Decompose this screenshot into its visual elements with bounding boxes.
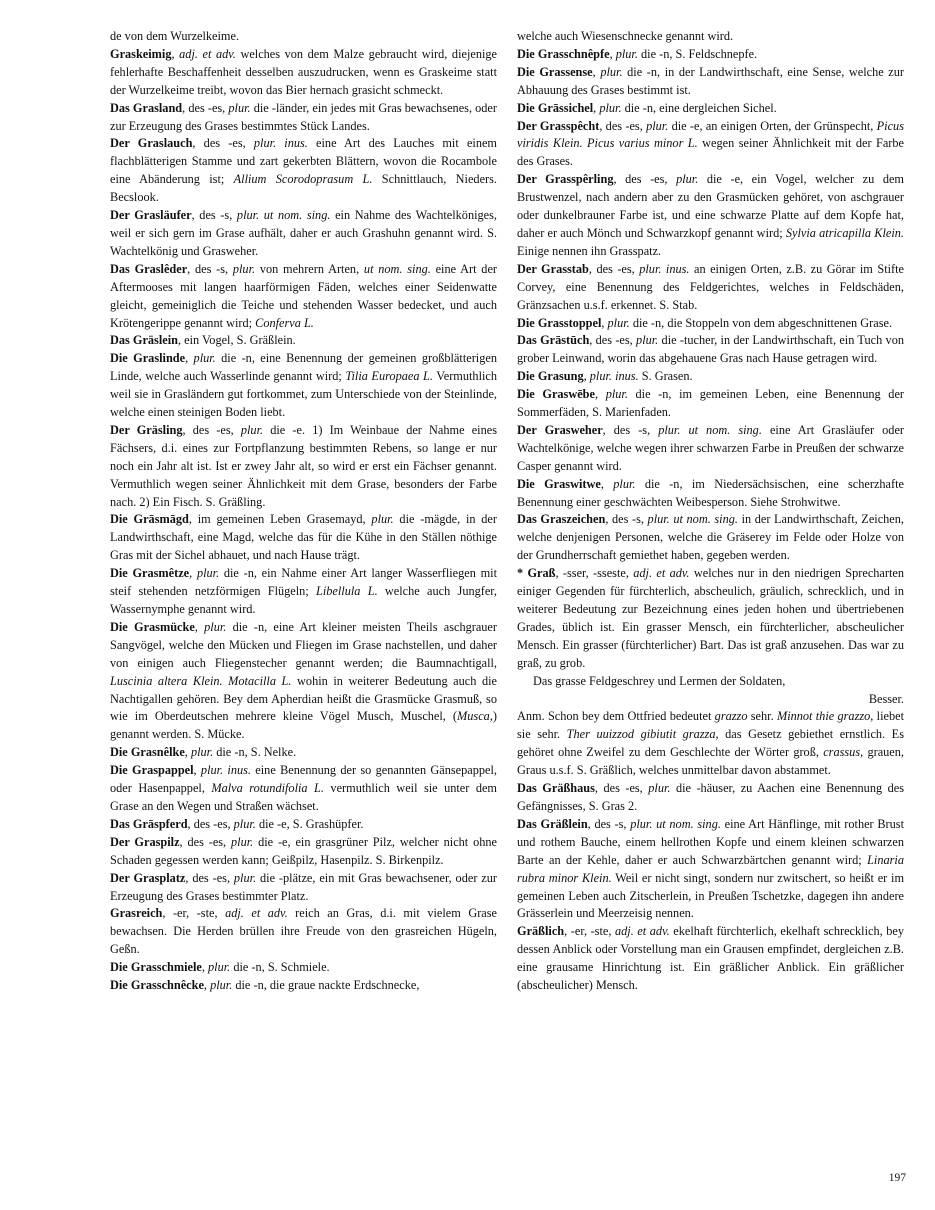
entry-text: Besser. bbox=[868, 691, 904, 706]
headword: Der Gräsling bbox=[110, 422, 183, 437]
dictionary-entry bbox=[110, 977, 497, 995]
entry-text: von mehrern Arten, bbox=[255, 261, 364, 276]
italic-term: plur. bbox=[233, 816, 256, 831]
dictionary-entry bbox=[517, 28, 904, 46]
dictionary-entry bbox=[110, 744, 497, 762]
dictionary-entry bbox=[110, 261, 497, 333]
headword: Die Grasnêlke bbox=[110, 745, 185, 760]
entry-text: , bbox=[593, 100, 600, 115]
dictionary-entry bbox=[110, 511, 497, 565]
italic-term: plur. bbox=[210, 978, 233, 993]
entry-text: die -n, S. Feldschnepfe. bbox=[637, 46, 758, 61]
italic-term: plur. ut nom. sing. bbox=[658, 422, 762, 437]
headword: Die Grāsmāgd bbox=[110, 512, 189, 527]
headword: Die Grasschnêcke bbox=[110, 978, 204, 993]
headword: Der Graspilz bbox=[110, 834, 180, 849]
headword: Das Graszeichen bbox=[517, 512, 606, 527]
entry-text: ) genannt werden. S. Mücke. bbox=[110, 709, 497, 742]
italic-term: plur. bbox=[232, 261, 256, 276]
italic-term: adj. et adv. bbox=[614, 924, 670, 939]
headword: Grasreich bbox=[110, 906, 163, 921]
dictionary-entry bbox=[517, 565, 904, 672]
entry-text: , ein Vogel, S. Gräßlein. bbox=[177, 333, 296, 348]
dictionary-entry bbox=[517, 422, 904, 476]
italic-term: plur. bbox=[240, 422, 264, 437]
dictionary-entry bbox=[110, 46, 497, 100]
dictionary-entry bbox=[110, 135, 497, 207]
entry-text: reich an Gras, d.i. mit vielem Grase bewachsen. Die Herden brüllen ihre Freude von den grasreichen Hügeln, Geßn. bbox=[110, 906, 497, 957]
entry-text: S. Grasen. bbox=[638, 369, 693, 384]
italic-term: Sylvia atricapilla Klein. bbox=[785, 225, 904, 240]
dictionary-entry bbox=[517, 261, 904, 315]
entry-text: die -plätze, ein mit Gras bewachsener, oder zur Erzeugung des Grases bestimmter Platz. bbox=[110, 870, 497, 903]
dictionary-entry bbox=[517, 118, 904, 172]
italic-term: plur. inus. bbox=[200, 763, 251, 778]
headword: Der Grasplatz bbox=[110, 870, 186, 885]
left-column bbox=[110, 28, 497, 995]
entry-text: , bbox=[201, 960, 209, 975]
entry-text: , des -es, bbox=[179, 834, 231, 849]
headword: Die Graswitwe bbox=[517, 476, 601, 491]
dictionary-entry bbox=[110, 332, 497, 350]
entry-text: die -länder, ein jedes mit Gras bewachsenes, oder zur Erzeugung des Grases bestimmtes Stück Landes. bbox=[110, 100, 497, 133]
headword: Das Gräßlein bbox=[517, 816, 588, 831]
entry-text: ein Nahme des Wachtelköniges, weil er sich gern im Grase aufhält, daher er auch Grashuhn genannt wird. S. Wachtelkönig und Grasweher. bbox=[110, 208, 497, 258]
page-number: 197 bbox=[888, 1172, 906, 1184]
italic-term: plur. inus. bbox=[589, 369, 639, 384]
dictionary-entry bbox=[110, 28, 497, 46]
headword: Die Grasmêtze bbox=[110, 566, 190, 581]
italic-term: plur. bbox=[676, 172, 699, 187]
italic-term: ut nom. sing. bbox=[363, 261, 431, 276]
entry-text: Das grasse Feldgeschrey und Lermen der Soldaten, bbox=[533, 673, 786, 688]
dictionary-entry bbox=[110, 565, 497, 619]
headword: Die Graspappel bbox=[110, 763, 194, 778]
entry-text: die -n, eine Benennung der gemeinen großblätterigen Linde, welche auch Wasserlinde genannt wird; bbox=[110, 351, 497, 384]
headword: Der Grasspêrling bbox=[517, 172, 614, 187]
entry-text: , bbox=[193, 763, 201, 778]
entry-text: die -n, ein Nahme einer Art langer Wasserfliegen mit steif stehenden netzförmigen Flügeln; bbox=[110, 566, 497, 599]
entry-text: , im gemeinen Leben Grasemayd, bbox=[188, 512, 372, 527]
entry-text: , bbox=[185, 351, 194, 366]
entry-text: , des -es, bbox=[185, 870, 234, 885]
italic-term: plur. bbox=[607, 315, 630, 330]
right-column bbox=[517, 28, 904, 995]
entry-text: die -n, eine Art kleiner meisten Theils aschgrauer Sangvögel, welche den Mücken und Fliegen im Grase nachstellen, und daher von einigen auch Fliegenstecher genannt werden; die Baumnachtigall, bbox=[110, 619, 497, 670]
italic-term: plur. inus. bbox=[253, 136, 308, 151]
headword: Das Grasland bbox=[110, 100, 183, 115]
headword: Der Graslauch bbox=[110, 136, 193, 151]
headword: Das Gräßhaus bbox=[517, 781, 595, 796]
entry-text: welche auch Wiesenschnecke genannt wird. bbox=[517, 29, 734, 43]
italic-term: Conferva L. bbox=[255, 315, 314, 330]
dictionary-entry bbox=[110, 207, 497, 261]
italic-term: plur. bbox=[228, 100, 251, 115]
italic-term: plur. bbox=[605, 387, 628, 402]
italic-term: adj. et adv. bbox=[179, 46, 236, 61]
entry-text: , des -es, bbox=[588, 261, 640, 276]
italic-term: Picus viridis Klein. Picus varius minor L. bbox=[517, 118, 904, 151]
italic-term: crassus, bbox=[823, 745, 864, 760]
italic-term: Luscinia altera Klein. Motacilla L. bbox=[110, 673, 292, 688]
entry-text: , des -s, bbox=[191, 208, 237, 223]
dictionary-entry bbox=[517, 315, 904, 333]
headword: Graskeimig bbox=[110, 46, 172, 61]
entry-text: , des -s, bbox=[605, 512, 648, 527]
quotation-source bbox=[517, 691, 904, 709]
headword: Der Grasweher bbox=[517, 422, 603, 437]
italic-term: plur. bbox=[648, 781, 671, 796]
italic-term: adj. et adv. bbox=[225, 906, 288, 921]
entry-text: Vermuthlich weil sie in Grasländern gut fortkommet, zum Unterschiede von der Steinlinde, welche einen steinigen Boden liebt. bbox=[110, 369, 498, 420]
dictionary-entry bbox=[110, 350, 497, 422]
entry-text: , bbox=[594, 387, 606, 402]
entry-text: , bbox=[601, 315, 608, 330]
entry-text: , des -s, bbox=[187, 261, 233, 276]
headword: Die Grasschmiele bbox=[110, 960, 202, 975]
italic-term: plur. bbox=[599, 100, 622, 115]
entry-text: , bbox=[583, 369, 590, 384]
italic-term: Libellula L. bbox=[316, 584, 378, 599]
entry-text: , bbox=[184, 745, 191, 760]
entry-text: , -sser, -sseste, bbox=[555, 566, 634, 581]
entry-text: vermuthlich weil sie unter dem Grase an den Wegen und Straßen wächset. bbox=[110, 781, 497, 813]
dictionary-entry bbox=[110, 762, 497, 816]
entry-text: eine Art Grasläufer oder Wachtelkönige, welche wegen ihrer schwarzen Farbe in Preußen der schwarze Casper genannt wird. bbox=[517, 422, 904, 473]
entry-text: , -er, -ste, bbox=[564, 924, 615, 939]
italic-term: Minnot thie grazzo, bbox=[776, 709, 874, 724]
entry-text: die -n, im Niedersächsischen, eine scherzhafte Benennung einer geschwächten Weibesperson. Siehe Strohwitwe. bbox=[517, 476, 904, 509]
entry-text: welches nur in den niedrigen Sprecharten einiger Gegenden für fürchterlich, abscheulich, gräulich, schrecklich, und in weiterer Bedeutung zur Bezeichnung eines jeden hohen und übertriebenen Grades, üblich ist. Ein grasser Mensch, ein fürchterlicher, abscheulicher Mensch. Ein grasser (fürchterlicher) Bart. Das ist graß anzusehen. Das war zu graß, zu grob. bbox=[517, 566, 905, 670]
entry-text: welches von dem Malze gebraucht wird, diejenige fehlerhafte Beschaffenheit desselben auszudrucken, wenn es Graskeime statt der Wurzelkeime treibt, wovon das Bier hernach grasicht schmeckt. bbox=[110, 46, 497, 97]
entry-text: die -n, die graue nackte Erdschnecke, bbox=[232, 978, 420, 993]
italic-term: plur. bbox=[613, 476, 636, 491]
dictionary-entry bbox=[517, 171, 904, 261]
dictionary-entry bbox=[110, 905, 497, 959]
entry-text: die -tucher, in der Landwirthschaft, ein Tuch von grober Leinwand, worin das abgehauene Gras nach Hause getragen wird. bbox=[517, 333, 904, 366]
entry-text: wohin in weiterer Bedeutung auch die Nachtigallen gehören. Bey dem Apherdian heißt die Grasmücke Grasmuß, so wie im Oberdeutschen mehrere kleine Vögel Musch, Muschel, ( bbox=[110, 673, 497, 724]
italic-term: plur. bbox=[208, 960, 231, 975]
headword: Die Grasschnêpfe bbox=[517, 46, 610, 61]
dictionary-entry bbox=[517, 780, 904, 816]
headword: Das Gräslein bbox=[110, 333, 178, 348]
italic-term: Linaria rubra minor Klein. bbox=[517, 852, 904, 885]
entry-text: grauen, Graus u.s.f. S. Gräßlich, welches unmittelbar davon abstammet. bbox=[517, 745, 904, 778]
italic-term: plur. bbox=[233, 870, 257, 885]
entry-text: Weil er nicht singt, sondern nur zwitschert, so heißt er im gemeinen Leben auch Zitscherlein, in Preußen Tschetzke, dagegen ihn andere Grässerlein und Meerzeisig nennen. bbox=[517, 870, 905, 921]
italic-term: grazzo bbox=[714, 709, 748, 724]
entry-text: die -e, an einigen Orten, der Grünspecht, bbox=[668, 118, 877, 133]
italic-term: Ther uuizzod gibiutit grazza, bbox=[566, 727, 719, 742]
dictionary-entry bbox=[517, 923, 904, 995]
entry-text: , bbox=[171, 46, 180, 61]
entry-text: die -e, S. Grashüpfer. bbox=[255, 816, 364, 831]
italic-term: plur. bbox=[193, 351, 216, 366]
entry-text: , des -s, bbox=[602, 422, 659, 437]
dictionary-entry bbox=[110, 870, 497, 906]
headword: * Graß bbox=[517, 566, 556, 581]
entry-text: eine Benennung der so genannten Gänsepappel, oder Hasenpappel, bbox=[110, 763, 497, 796]
dictionary-entry bbox=[517, 816, 904, 923]
entry-text: das Gesetz gebiethet ernstlich. Es gehöret ohne Zweifel zu dem Geschlechte der Wörter groß, bbox=[517, 727, 904, 760]
italic-term: plur. bbox=[636, 333, 659, 348]
entry-text: , des -es, bbox=[192, 136, 254, 151]
dictionary-entry bbox=[110, 422, 497, 512]
entry-text: die -mägde, in der Landwirthschaft, eine Magd, welche das für die Kühe in den Ställen nöthige Gras mit der Sichel abhauet, und nach Hause trägt. bbox=[110, 512, 497, 563]
entry-text: die -n, S. Schmiele. bbox=[230, 960, 330, 975]
dictionary-entry bbox=[110, 816, 497, 834]
entry-text: , des -s, bbox=[587, 816, 631, 831]
italic-term: plur. bbox=[615, 46, 638, 61]
entry-text: eine Art der Aftermooses mit langen haarförmigen Fäden, welches einer Seidenwatte gleicht, gemeiniglich die Teiche und stehenden Wasser bedecket, und auch Krötengerippe genannt wird; bbox=[110, 261, 497, 330]
entry-text: an einigen Orten, z.B. zu Görar im Stifte Corvey, eine Benennung des Feldgerichtes, welches in Feldschäden, Gränzsachen u.s.f. erkennet. S. Stab. bbox=[517, 261, 904, 312]
headword: Der Grasstab bbox=[517, 261, 589, 276]
entry-text: eine Art des Lauches mit einem flachblätterigen Stamme und zart gekerbten Blättern, wovon die Rocambole eine Abänderung ist; bbox=[110, 136, 497, 187]
headword: Gräßlich bbox=[517, 924, 565, 939]
entry-text: Einige nennen ihn Grasspatz. bbox=[517, 243, 662, 258]
italic-term: plur. bbox=[600, 64, 623, 79]
entry-text: , des -es, bbox=[182, 100, 229, 115]
entry-text: eine Art Hänflinge, mit rother Brust und rothem Bauche, einem hellrothen Kopfe und einem kleinen schwarzen Barte an der Kehle, daher er auch Schwarzbärtchen genannt wird; bbox=[517, 816, 905, 867]
headword: Die Grāssichel bbox=[517, 100, 594, 115]
entry-text: , des -es, bbox=[187, 816, 234, 831]
headword: Der Grasläufer bbox=[110, 208, 192, 223]
entry-text: in der Landwirthschaft, Zeichen, welche denjenigen Personen, welche die Gräserey im Felde oder Holze von der Grundherrschaft gemiethet haben, gegeben werden. bbox=[517, 512, 904, 563]
entry-text: die -e. 1) Im Weinbaue der Nahme eines Fächsers, d.i. eines zur Fortpflanzung bestimmten Rebens, so lange er nur noch ein Jahr alt ist. Ist er zwey Jahr alt, so wird er erst ein Fächser genannt. Vermuthlich wegen seiner Ähnlichkeit mit dem Grase, besonders der Farbe nach. 2) Ein Fisch. S. Gräßling. bbox=[110, 422, 497, 509]
headword: Die Grasung bbox=[517, 369, 584, 384]
italic-term: plur. bbox=[196, 566, 220, 581]
headword: Die Grassense bbox=[517, 64, 593, 79]
dictionary-entry bbox=[110, 619, 497, 744]
entry-text: die -häuser, zu Aachen eine Benennung des Gefängnisses, S. Gras 2. bbox=[517, 781, 904, 813]
entry-text: de von dem Wurzelkeime. bbox=[110, 29, 240, 43]
entry-text: die -n, in der Landwirthschaft, eine Sense, welche zur Abhauung des Grases bestimmt ist. bbox=[517, 64, 904, 97]
headword: Die Grasstoppel bbox=[517, 315, 602, 330]
entry-text: , des -es, bbox=[589, 333, 637, 348]
headword: Die Graswēbe bbox=[517, 387, 595, 402]
dictionary-entry bbox=[110, 100, 497, 136]
italic-term: plur. inus. bbox=[639, 261, 690, 276]
italic-term: plur. bbox=[204, 619, 227, 634]
entry-text: ekelhaft fürchterlich, ekelhaft schrecklich, bey dessen Anblick oder Vorstellung man ein Grausen empfindet, dergleichen z.B. eine grausame Hinrichtung ist. Ein gräßlicher Anblick. Ein gräßlicher (abscheulicher) Mensch. bbox=[517, 924, 904, 993]
entry-text: , bbox=[609, 46, 616, 61]
entry-text: die -e, ein grasgrüner Pilz, welcher nicht ohne Schaden gegessen werden kann; Geißpilz, Hasenpilz. S. Birkenpilz. bbox=[110, 834, 497, 867]
entry-text: die -n, S. Nelke. bbox=[213, 745, 297, 760]
entry-text: , bbox=[194, 619, 205, 634]
headword: Die Graslinde bbox=[110, 351, 186, 366]
italic-term: Malva rotundifolia L. bbox=[211, 781, 324, 796]
headword: Das Grāspferd bbox=[110, 816, 188, 831]
headword: Das Grāstūch bbox=[517, 333, 590, 348]
dictionary-entry bbox=[517, 332, 904, 368]
italic-term: Tilia Europaea L. bbox=[345, 369, 433, 384]
entry-text: , -er, -ste, bbox=[162, 906, 226, 921]
italic-term: plur. bbox=[646, 118, 669, 133]
headword: Der Grasspêcht bbox=[517, 118, 600, 133]
italic-term: adj. et adv. bbox=[633, 566, 690, 581]
dictionary-entry bbox=[517, 476, 904, 512]
entry-text: die -n, eine dergleichen Sichel. bbox=[621, 100, 777, 115]
entry-text: sehr. bbox=[747, 709, 777, 724]
entry-text: wegen seiner Ähnlichkeit mit der Farbe des Grases. bbox=[517, 136, 904, 169]
dictionary-entry bbox=[517, 46, 904, 64]
entry-text: , bbox=[600, 476, 614, 491]
italic-term: plur. bbox=[231, 834, 254, 849]
entry-text: welche auch Jungfer, Wassernymphe genannt wird. bbox=[110, 584, 497, 616]
headword: Die Grasmücke bbox=[110, 619, 195, 634]
entry-text: Schnittlauch, Nieders. Becslook. bbox=[110, 172, 497, 205]
entry-text: , des -es, bbox=[613, 172, 677, 187]
dictionary-entry bbox=[517, 386, 904, 422]
entry-text: Anm. Schon bey dem Ottfried bedeutet bbox=[517, 709, 715, 724]
italic-term: Musca, bbox=[457, 709, 493, 724]
italic-term: plur. ut nom. sing. bbox=[630, 816, 721, 831]
entry-text: , des -es, bbox=[182, 422, 241, 437]
dictionary-entry bbox=[517, 64, 904, 100]
italic-term: plur. ut nom. sing. bbox=[647, 512, 738, 527]
entry-text: , des -es, bbox=[594, 781, 649, 796]
entry-text: , des -es, bbox=[599, 118, 647, 133]
quotation bbox=[517, 673, 904, 691]
entry-text: die -n, im gemeinen Leben, eine Benennung der Sommerfäden, S. Marienfaden. bbox=[517, 387, 904, 420]
entry-text: die -e, ein Vogel, welcher zu dem Brustwenzel, nach andern aber zu den Grasmücken gehöret, von aschgrauer oder dunkelbrauner Farbe ist, und eine schwarze Platte auf dem Kopfe hat, daher er auch Mönch und Schwarzkopf genannt wird; bbox=[517, 172, 904, 240]
dictionary-entry bbox=[517, 100, 904, 118]
italic-term: plur. bbox=[190, 745, 214, 760]
italic-term: Allium Scorodoprasum L. bbox=[233, 172, 373, 187]
dictionary-entry bbox=[517, 511, 904, 565]
dictionary-entry bbox=[517, 708, 904, 780]
dictionary-entry bbox=[110, 834, 497, 870]
dictionary-entry bbox=[517, 368, 904, 386]
italic-term: plur. ut nom. sing. bbox=[236, 208, 331, 223]
dictionary-entry bbox=[110, 959, 497, 977]
headword: Das Graslêder bbox=[110, 261, 188, 276]
entry-text: , bbox=[592, 64, 601, 79]
italic-term: plur. bbox=[371, 512, 394, 527]
entry-text: die -n, die Stoppeln von dem abgeschnittenen Grase. bbox=[629, 315, 893, 330]
entry-text: , bbox=[203, 978, 211, 993]
entry-text: , bbox=[189, 566, 197, 581]
entry-text: liebet sie sehr. bbox=[517, 709, 904, 742]
